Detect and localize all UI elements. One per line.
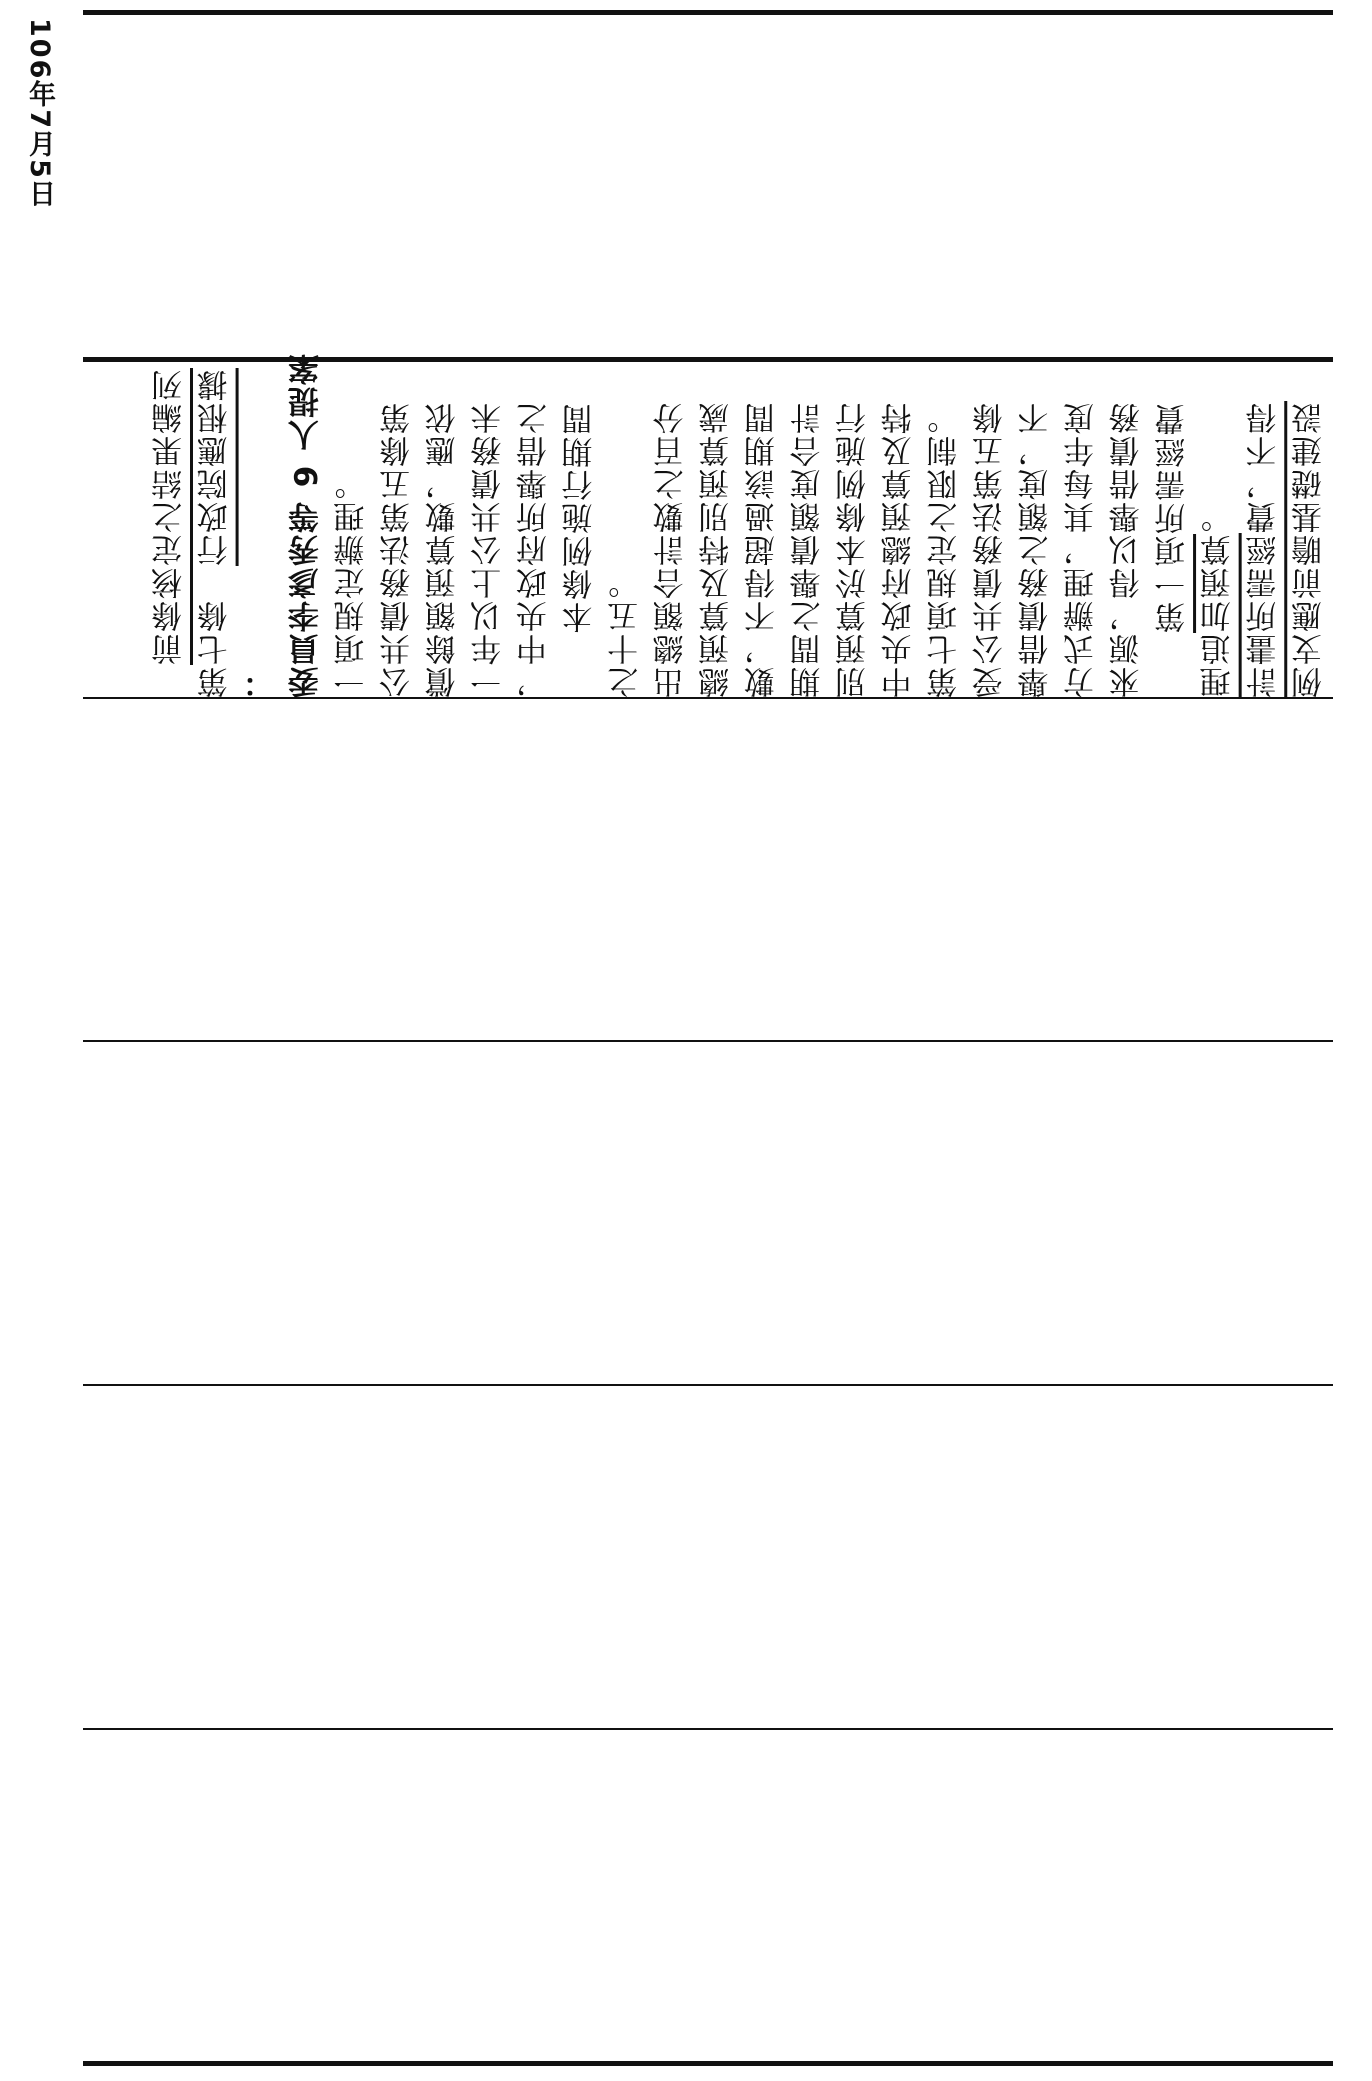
text-line xyxy=(877,373,923,698)
text-line xyxy=(695,373,741,698)
text-segment: 總預算及特別預算歲 xyxy=(698,401,735,698)
row-divider-4 xyxy=(83,1728,1333,1730)
text-segment: 一年以上公共債務未 xyxy=(470,401,507,698)
underlined-text-segment: 例支應前瞻基礎建設 xyxy=(1291,401,1328,698)
bottom-rule xyxy=(83,2061,1333,2066)
text-segment: ，中央政府所舉借之 xyxy=(516,401,553,698)
text-segment: 受公共債務法第五條 xyxy=(972,401,1009,698)
amendment-text xyxy=(148,351,1333,698)
text-line xyxy=(831,373,877,698)
text-line xyxy=(1242,373,1288,698)
text-line xyxy=(284,351,330,698)
text-line xyxy=(649,373,695,698)
text-line xyxy=(1014,373,1060,698)
text-line xyxy=(376,373,422,698)
text-line xyxy=(1287,373,1333,698)
underlined-text-segment: 行政院應根據 xyxy=(197,368,234,566)
text-segment: 別預算於本條例施行 xyxy=(835,401,872,698)
text-line xyxy=(193,368,239,698)
text-line xyxy=(740,373,786,698)
text-segment: 中央政府總預算及特 xyxy=(881,401,918,698)
text-line xyxy=(1105,373,1151,698)
text-line xyxy=(968,373,1014,698)
top-rule xyxy=(83,10,1333,15)
text-line xyxy=(923,373,969,698)
row-divider-2 xyxy=(83,1040,1333,1042)
text-line xyxy=(239,373,285,698)
text-segment: 公共債務法第五條第 xyxy=(379,401,416,698)
text-line xyxy=(421,373,467,698)
text-segment: 舉借債務之額度，不 xyxy=(1017,401,1054,698)
text-segment: 數，不得超過該期間 xyxy=(744,401,781,698)
text-segment: 期間之舉債額度合計 xyxy=(789,401,826,698)
text-segment: 出總額合計數之百分 xyxy=(653,401,690,698)
text-line xyxy=(786,373,832,698)
amendment-text-cell xyxy=(83,351,1333,698)
text-segment: 來源，得以舉借債務 xyxy=(1109,401,1146,698)
text-segment: 本條例施行期間 xyxy=(561,401,598,633)
text-segment: 第七項規定之限制。 xyxy=(926,401,963,698)
text-segment: 之十五。 xyxy=(607,566,644,698)
text-segment: 。 xyxy=(1200,500,1237,533)
text-segment: ： xyxy=(242,665,279,698)
text-line xyxy=(1196,373,1242,698)
row-divider-3 xyxy=(83,1384,1333,1386)
text-segment: 一項規定辦理。 xyxy=(333,467,370,698)
text-segment: 償餘額預算數，應依 xyxy=(425,401,462,698)
text-line xyxy=(330,373,376,698)
text-line xyxy=(1151,373,1197,698)
text-segment: 第七條 xyxy=(197,566,234,698)
text-line xyxy=(467,373,513,698)
underlined-text-segment: 理追加預算 xyxy=(1200,533,1237,698)
table-top-rule xyxy=(83,357,1333,362)
text-segment: 委員李彥秀等 9 人提案 xyxy=(288,351,325,698)
underlined-text-segment: 第一項 xyxy=(1154,533,1191,633)
text-segment: 方式辦理，其每年度 xyxy=(1063,401,1100,698)
underlined-text-segment: 前條核定之結果編列 xyxy=(151,368,188,666)
text-line xyxy=(148,368,194,698)
underlined-text-segment: 計畫所需經費，不得 xyxy=(1245,401,1282,698)
text-line xyxy=(512,373,558,698)
text-line xyxy=(558,373,604,698)
text-line xyxy=(1059,373,1105,698)
text-segment: 所需經費 xyxy=(1154,401,1191,534)
text-line xyxy=(604,373,650,698)
page-date: 106年7月5日 xyxy=(24,18,55,209)
